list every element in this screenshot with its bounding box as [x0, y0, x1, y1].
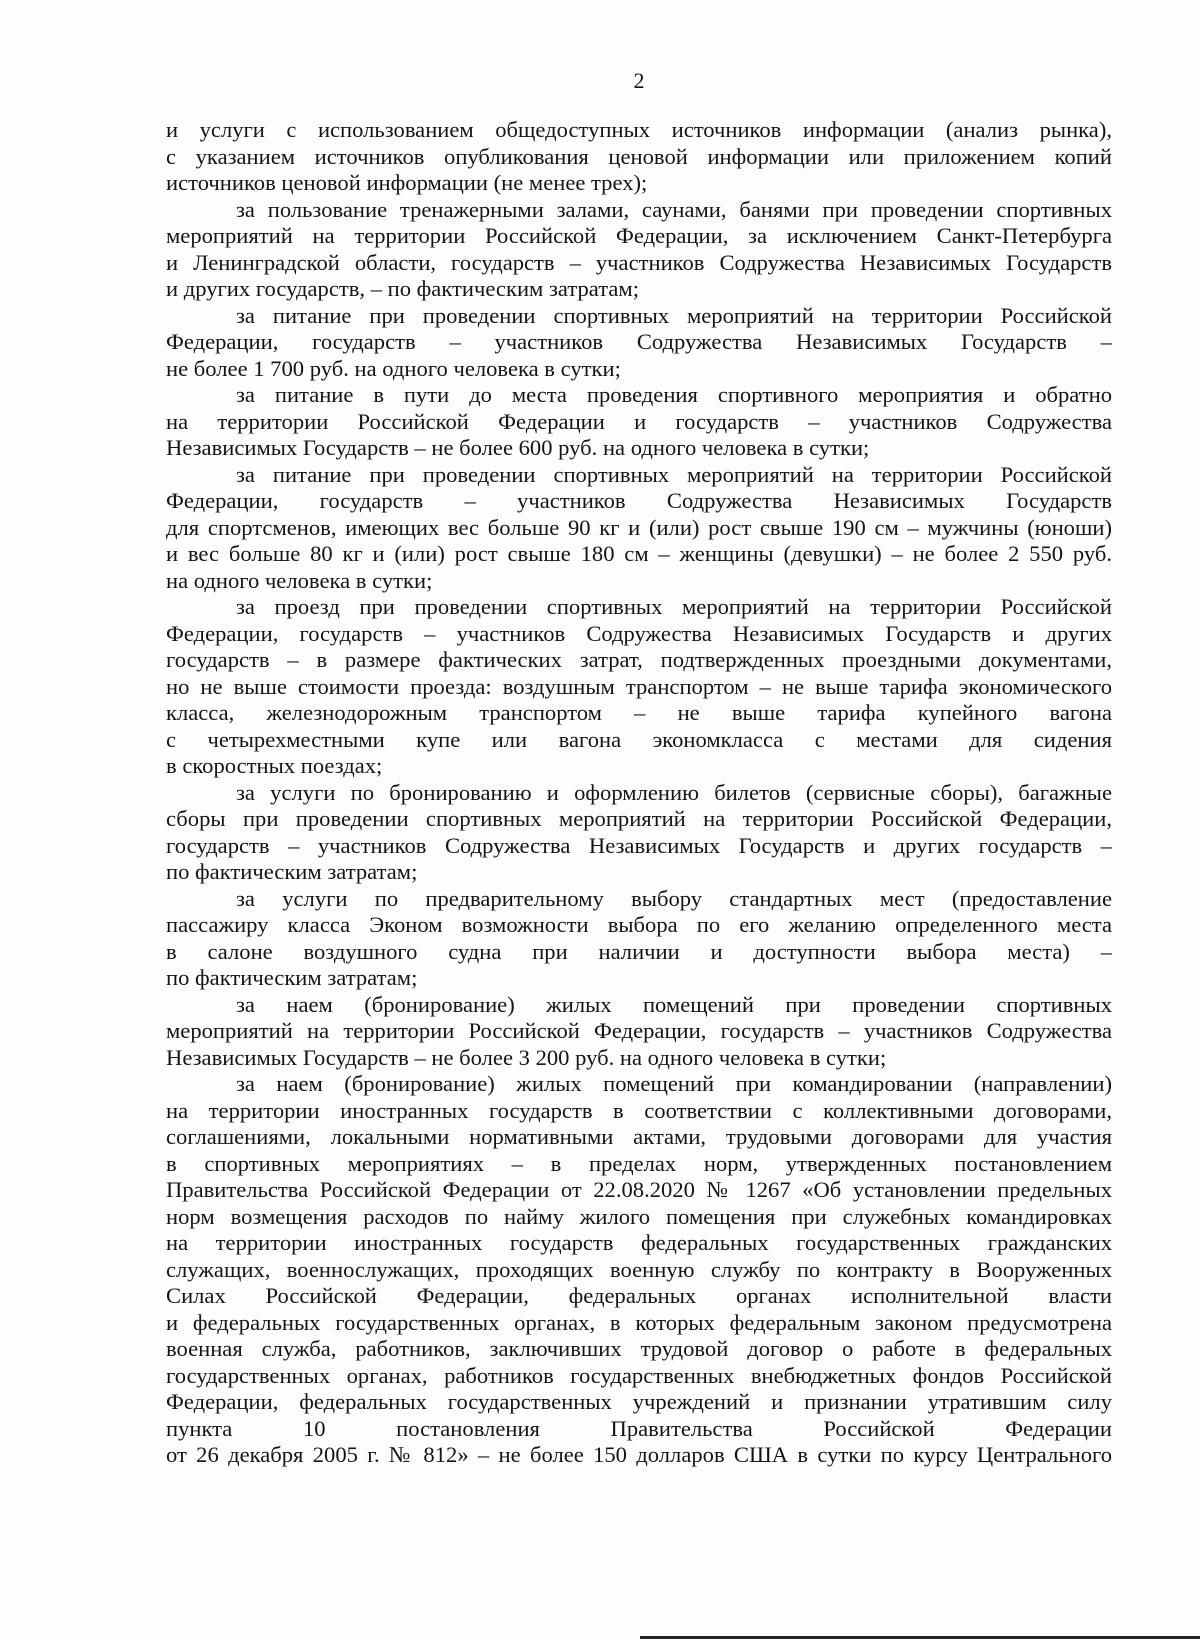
text-line: на одного человека в сутки;: [166, 567, 433, 593]
text-line: с указанием источников опубликования ценовой информации или приложением копий: [166, 143, 1112, 169]
text-line: за проезд при проведении спортивных мероприятий на территории Российской: [236, 594, 1112, 619]
text-line: мероприятий на территории Российской Федерации, государств – участников Содружества: [166, 1018, 1112, 1043]
text-line: не более 1 700 руб. на одного человека в сутки;: [166, 355, 621, 381]
text-line: в салоне воздушного судна при наличии и доступности выбора места) –: [166, 938, 1112, 964]
text-line: сборы при проведении спортивных мероприятий на территории Российской Федерации,: [166, 806, 1112, 831]
text-line: на территории иностранных государств федеральных государственных гражданских: [166, 1230, 1112, 1255]
text-line: с четырехместными купе или вагона экономкласса с местами для сидения: [166, 726, 1112, 752]
text-line: Независимых Государств – не более 600 руб. на одного человека в сутки;: [166, 435, 870, 460]
text-line: и других государств, – по фактическим затратам;: [166, 276, 639, 301]
text-line: и вес больше 80 кг и (или) рост свыше 180 см – женщины (девушки) – не более 2 550 руб.: [166, 541, 1112, 566]
text-line: за питание при проведении спортивных мероприятий на территории Российской: [236, 302, 1112, 328]
text-line: служащих, военнослужащих, проходящих военную службу по контракту в Вооруженных: [166, 1256, 1112, 1282]
text-line: и федеральных государственных органах, в которых федеральным законом предусмотрена: [166, 1309, 1112, 1335]
text-line: в скоростных поездах;: [166, 753, 383, 778]
page-number: 2: [633, 68, 645, 93]
text-line: Правительства Российской Федерации от 22.08.2020 № 1267 «Об установлении предельных: [166, 1177, 1112, 1202]
text-line: за питание при проведении спортивных мероприятий на территории Российской: [236, 461, 1112, 487]
text-line: на территории иностранных государств в соответствии с коллективными договорами,: [166, 1097, 1112, 1123]
text-line: Федерации, государств – участников Содружества Независимых Государств –: [166, 329, 1112, 354]
text-line: источников ценовой информации (не менее трех);: [166, 170, 648, 195]
text-line: Федерации, федеральных государственных учреждений и признании утратившим силу: [166, 1389, 1112, 1414]
text-line: государств – участников Содружества Независимых Государств и других государств –: [166, 832, 1112, 858]
text-line: государств – в размере фактических затрат, подтвержденных проездными документами,: [166, 647, 1112, 672]
text-line: военная служба, работников, заключивших трудовой договор о работе в федеральных: [166, 1336, 1112, 1361]
text-line: по фактическим затратам;: [166, 859, 418, 884]
text-line: класса, железнодорожным транспортом – не выше тарифа купейного вагона: [166, 700, 1112, 725]
text-line: от 26 декабря 2005 г. № 812» – не более 150 долларов США в сутки по курсу Центрального: [166, 1442, 1112, 1467]
text-line: в спортивных мероприятиях – в пределах норм, утвержденных постановлением: [166, 1150, 1112, 1176]
text-line: и Ленинградской области, государств – участников Содружества Независимых Государств: [166, 249, 1112, 275]
text-line: за пользование тренажерными залами, саунами, банями при проведении спортивных: [236, 196, 1112, 222]
text-line: на территории Российской Федерации и государств – участников Содружества: [166, 408, 1112, 434]
text-line: по фактическим затратам;: [166, 965, 418, 990]
text-line: и услуги с использованием общедоступных источников информации (анализ рынка),: [166, 117, 1112, 142]
text-line: Федерации, государств – участников Содружества Независимых Государств и других: [166, 620, 1112, 646]
text-line: за наем (бронирование) жилых помещений при проведении спортивных: [236, 991, 1112, 1017]
text-line: пункта 10 постановления Правительства Российской Федерации: [166, 1415, 1112, 1441]
text-line: но не выше стоимости проезда: воздушным транспортом – не выше тарифа экономического: [166, 673, 1112, 699]
text-line: для спортсменов, имеющих вес больше 90 кг и (или) рост свыше 190 см – мужчины (юноши): [166, 514, 1112, 540]
text-line: за услуги по бронированию и оформлению билетов (сервисные сборы), багажные: [236, 779, 1112, 805]
text-line: мероприятий на территории Российской Федерации, за исключением Санкт-Петербурга: [166, 223, 1112, 248]
text-line: за наем (бронирование) жилых помещений при командировании (направлении): [236, 1071, 1112, 1096]
text-line: за услуги по предварительному выбору стандартных мест (предоставление: [236, 885, 1112, 911]
text-line: Силах Российской Федерации, федеральных органах исполнительной власти: [166, 1283, 1112, 1308]
text-line: Независимых Государств – не более 3 200 руб. на одного человека в сутки;: [166, 1044, 887, 1070]
text-line: Федерации, государств – участников Содружества Независимых Государств: [166, 488, 1112, 513]
document-body: [166, 117, 1112, 1469]
text-line: за питание в пути до места проведения спортивного мероприятия и обратно: [236, 382, 1112, 407]
text-line: соглашениями, локальными нормативными актами, трудовыми договорами для участия: [166, 1124, 1112, 1149]
text-line: норм возмещения расходов по найму жилого помещения при служебных командировках: [166, 1203, 1112, 1229]
text-line: государственных органах, работников государственных внебюджетных фондов Российской: [166, 1362, 1112, 1388]
text-line: пассажиру класса Эконом возможности выбора по его желанию определенного места: [166, 912, 1112, 937]
